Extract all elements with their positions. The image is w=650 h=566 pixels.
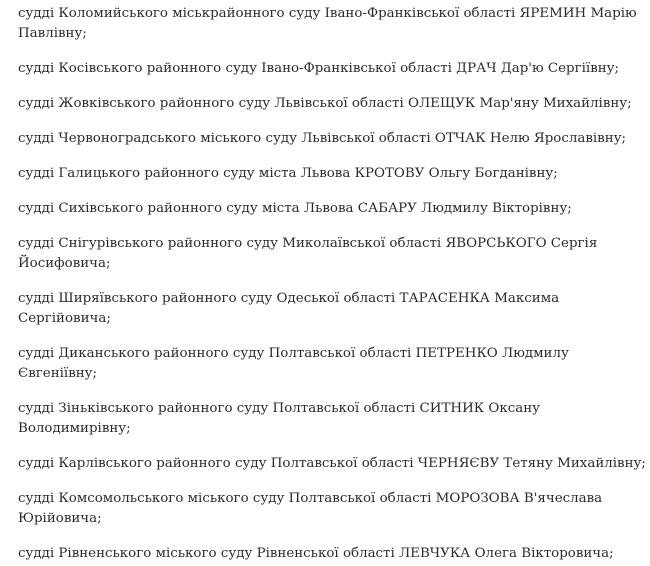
paragraph-item: судді Ширяївського районного суду Одеської області ТАРАСЕНКА Максима Сергійовича; <box>18 291 560 326</box>
paragraph-item: судді Диканського районного суду Полтавської області ПЕТРЕНКО Людмилу Євгеніївну; <box>18 346 569 381</box>
paragraph-item: судді Зіньківського районного суду Полтавської області СИТНИК Оксану Володимирівну; <box>18 401 540 436</box>
paragraph-item: судді Коломийського міськрайонного суду Івано-Франківської області ЯРЕМИН Марію Павлівну; <box>18 6 637 41</box>
paragraph-item: судді Карлівського районного суду Полтавської області ЧЕРНЯЄВУ Тетяну Михайлівну; <box>18 456 646 471</box>
paragraph-item: судді Рівненського міського суду Рівненської області ЛЕВЧУКА Олега Вікторовича; <box>18 546 614 561</box>
paragraph-item: судді Косівського районного суду Івано-Франківської області ДРАЧ Дар'ю Сергіївну; <box>18 61 620 76</box>
paragraph-item: судді Комсомольського міського суду Полтавської області МОРОЗОВА В'ячеслава Юрійовича; <box>18 491 603 526</box>
paragraph-item: судді Червоноградського міського суду Львівської області ОТЧАК Нелю Ярославівну; <box>18 131 627 146</box>
paragraph-item: судді Снігурівського районного суду Миколаївської області ЯВОРСЬКОГО Сергія Йосифовича; <box>18 236 598 271</box>
paragraph-item: судді Жовківського районного суду Львівської області ОЛЕЩУК Мар'яну Михайлівну; <box>18 96 632 111</box>
document-body <box>18 4 646 564</box>
paragraph-item: судді Сихівського районного суду міста Львова САБАРУ Людмилу Вікторівну; <box>18 201 572 216</box>
paragraph-item: судді Галицького районного суду міста Львова КРОТОВУ Ольгу Богданівну; <box>18 166 558 181</box>
